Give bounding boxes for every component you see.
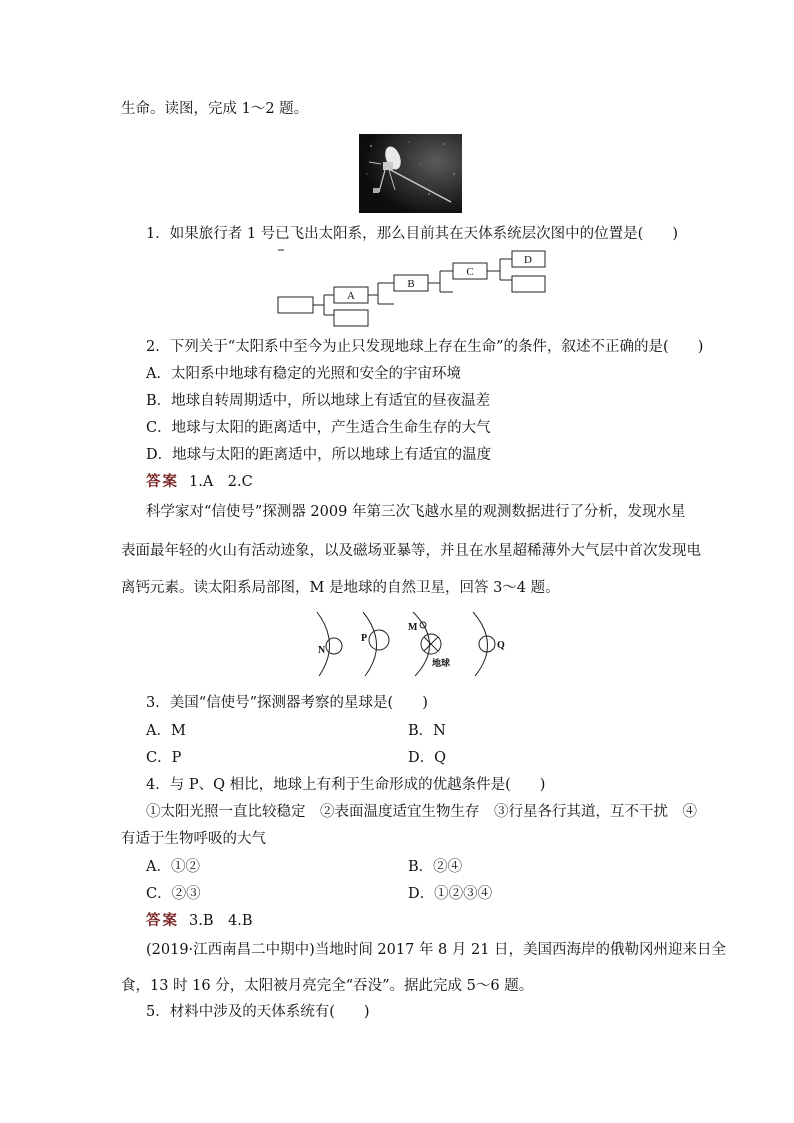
q3-option-b: B．N	[408, 723, 446, 739]
label-n: N	[318, 645, 326, 656]
answer-values: 3.B 4.B	[189, 913, 253, 929]
q2-option-a: A．太阳系中地球有稳定的光照和安全的宇宙环境	[146, 366, 461, 382]
label-q: Q	[497, 640, 505, 651]
hierarchy-label-b: B	[407, 278, 415, 290]
passage-2-line-2: 表面最年轻的火山有活动迹象，以及磁场亚暴等，并且在水星超稀薄外大气层中首次发现电	[121, 543, 701, 559]
orbit-diagram	[305, 610, 515, 678]
hierarchy-label-c: C	[466, 266, 474, 278]
q4-option-d: D．①②③④	[408, 886, 493, 902]
q4-option-c: C．②③	[146, 886, 201, 902]
question-1: 1．如果旅行者 1 号已飞出太阳系，那么目前其在天体系统层次图中的位置是( )	[146, 226, 678, 242]
passage-3-line-1: (2019·江西南昌二中期中)当地时间 2017 年 8 月 21 日，美国西海岸的俄勒冈州迎来日全	[146, 942, 727, 958]
q2-option-b: B．地球自转周期适中，所以地球上有适宜的昼夜温差	[146, 393, 491, 409]
hierarchy-box-d-sibling	[512, 276, 545, 292]
q2-option-d: D．地球与太阳的距离适中，所以地球上有适宜的温度	[146, 447, 492, 463]
q4-conditions-line-2: 有适于生物呼吸的大气	[121, 831, 266, 847]
passage-2-line-1: 科学家对“信使号”探测器 2009 年第三次飞越水星的观测数据进行了分析，发现水星	[146, 504, 686, 520]
answer-3-4	[146, 911, 252, 931]
question-4-stem: 4．与 P、Q 相比，地球上有利于生命形成的优越条件是( )	[146, 777, 546, 793]
answer-1-2	[146, 472, 253, 492]
label-earth: 地球	[432, 658, 451, 668]
hierarchy-diagram	[270, 246, 550, 332]
voyager-photo	[359, 134, 462, 213]
answer-label: 答案	[146, 473, 179, 490]
q2-option-c: C．地球与太阳的距离适中，产生适合生命生存的大气	[146, 420, 491, 436]
question-2-stem: 2．下列关于“太阳系中至今为止只发现地球上存在生命”的条件，叙述不正确的是( )	[146, 339, 704, 355]
q3-option-d: D．Q	[408, 750, 447, 766]
label-m: M	[408, 622, 418, 633]
q4-option-a: A．①②	[146, 859, 200, 875]
intro-tail: 生命。读图，完成 1～2 题。	[121, 101, 309, 117]
q4-option-b: B．②④	[408, 859, 463, 875]
planet-n	[326, 638, 342, 654]
passage-3-line-2: 食，13 时 16 分，太阳被月亮完全“吞没”。据此完成 5～6 题。	[121, 978, 534, 994]
hierarchy-box-a-sibling	[334, 310, 368, 326]
question-3-stem: 3．美国“信使号”探测器考察的星球是( )	[146, 695, 428, 711]
hierarchy-label-d: D	[524, 254, 532, 266]
answer-values: 1.A 2.C	[189, 474, 253, 490]
question-5-stem: 5．材料中涉及的天体系统有( )	[146, 1004, 370, 1020]
hierarchy-box-root	[278, 297, 313, 313]
q3-option-c: C．P	[146, 750, 182, 766]
hierarchy-label-a: A	[347, 290, 355, 302]
q4-conditions-line-1: ①太阳光照一直比较稳定 ②表面温度适宜生物生存 ③行星各行其道，互不干扰 ④	[146, 804, 697, 820]
planet-p	[369, 630, 389, 650]
q3-option-a: A．M	[146, 723, 186, 739]
answer-label: 答案	[146, 912, 179, 929]
label-p: P	[361, 633, 368, 644]
passage-2-line-3: 离钙元素。读太阳系局部图，M 是地球的自然卫星，回答 3～4 题。	[121, 580, 560, 596]
